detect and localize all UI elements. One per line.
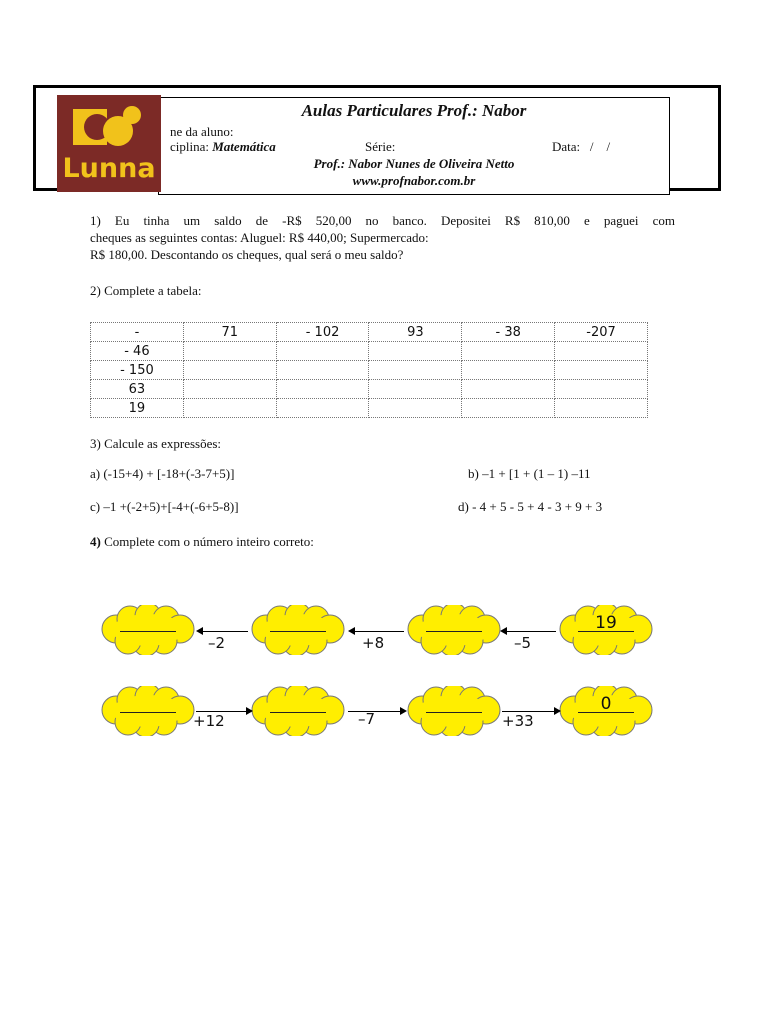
website-text: www.profnabor.com.br <box>352 173 476 188</box>
answer-blank <box>270 631 326 632</box>
table-row <box>91 342 648 361</box>
table-row <box>91 361 648 380</box>
question-4-number: 4) <box>90 534 101 549</box>
question-2-text: 2) Complete a tabela: <box>90 283 202 298</box>
question-1 <box>90 212 675 263</box>
cloud-shape-icon <box>406 686 502 736</box>
operation-label: –2 <box>208 634 226 652</box>
table-cell[interactable] <box>555 342 648 361</box>
table-cell[interactable] <box>369 361 462 380</box>
table-column-header: 71 <box>183 323 276 342</box>
table-cell[interactable] <box>183 399 276 418</box>
operation-label: +8 <box>362 634 385 652</box>
table-cell[interactable] <box>462 380 555 399</box>
table-cell[interactable] <box>462 399 555 418</box>
table-cell[interactable] <box>369 342 462 361</box>
table-cell[interactable] <box>369 380 462 399</box>
answer-blank <box>578 631 634 632</box>
cloud-shape-icon <box>250 686 346 736</box>
cloud-shape-icon <box>250 605 346 655</box>
question-1-line-2: cheques as seguintes contas: Aluguel: R$ 440,00; Supermercado: <box>90 230 429 245</box>
arrowhead-left-icon <box>196 627 203 635</box>
given-value-cloud <box>558 605 654 655</box>
header-title: Aulas Particulares Prof.: Nabor <box>301 101 527 120</box>
table-row <box>91 380 648 399</box>
expression-c: c) –1 +(-2+5)+[-4+(-6+5-8)] <box>90 499 239 514</box>
table-column-header: 93 <box>369 323 462 342</box>
cloud-shape-icon <box>100 686 196 736</box>
table-corner: - <box>91 323 184 342</box>
table-cell[interactable] <box>555 361 648 380</box>
given-value: 0 <box>600 694 612 714</box>
answer-blank <box>426 712 482 713</box>
table-column-header: -207 <box>555 323 648 342</box>
subject-value: Matemática <box>212 139 276 154</box>
question-4-instruction: Complete com o número inteiro correto: <box>100 534 314 549</box>
arrowhead-left-icon <box>500 627 507 635</box>
subject-label <box>170 139 276 155</box>
integers-table <box>90 322 648 418</box>
answer-cloud[interactable] <box>250 686 346 736</box>
operation-label: +12 <box>193 712 225 730</box>
table-row-header: 63 <box>91 380 184 399</box>
answer-cloud[interactable] <box>406 686 502 736</box>
student-name-label: ne da aluno: <box>170 124 234 139</box>
table-column-header: - 102 <box>276 323 369 342</box>
answer-blank <box>426 631 482 632</box>
table-column-header: - 38 <box>462 323 555 342</box>
answer-cloud[interactable] <box>100 605 196 655</box>
cloud-shape-icon <box>100 605 196 655</box>
answer-cloud[interactable] <box>406 605 502 655</box>
table-row-header: - 46 <box>91 342 184 361</box>
table-cell[interactable] <box>462 342 555 361</box>
lunna-logo <box>57 95 161 192</box>
operation-label: –5 <box>514 634 532 652</box>
logo-text: Lunna <box>62 153 156 184</box>
arrowhead-left-icon <box>348 627 355 635</box>
table-cell[interactable] <box>276 399 369 418</box>
answer-blank <box>578 712 634 713</box>
table-cell[interactable] <box>369 399 462 418</box>
table-cell[interactable] <box>183 380 276 399</box>
cloud-shape-icon <box>406 605 502 655</box>
arrow-left <box>504 631 556 632</box>
expression-d: d) - 4 + 5 - 5 + 4 - 3 + 9 + 3 <box>458 499 603 514</box>
expression-b: b) –1 + [1 + (1 – 1) –11 <box>468 466 591 481</box>
given-value-cloud <box>558 686 654 736</box>
table-cell[interactable] <box>555 399 648 418</box>
table-cell[interactable] <box>183 342 276 361</box>
answer-blank <box>120 712 176 713</box>
answer-blank <box>120 631 176 632</box>
question-1-line-1: 1) Eu tinha um saldo de -R$ 520,00 no banco. Depositei R$ 810,00 e paguei com <box>90 213 675 228</box>
arrowhead-right-icon <box>554 707 561 715</box>
subject-label-text: ciplina: <box>170 139 209 154</box>
question-4-text <box>90 533 314 550</box>
professor-name: Prof.: Nabor Nunes de Oliveira Netto <box>313 156 515 171</box>
table-cell[interactable] <box>462 361 555 380</box>
given-value: 19 <box>595 613 617 633</box>
expression-a: a) (-15+4) + [-18+(-3-7+5)] <box>90 466 235 481</box>
answer-cloud[interactable] <box>100 686 196 736</box>
arrowhead-right-icon <box>246 707 253 715</box>
operation-label: +33 <box>502 712 534 730</box>
arrowhead-right-icon <box>400 707 407 715</box>
question-3-text: 3) Calcule as expressões: <box>90 436 222 451</box>
table-cell[interactable] <box>276 342 369 361</box>
answer-cloud[interactable] <box>250 605 346 655</box>
answer-blank <box>270 712 326 713</box>
table-cell[interactable] <box>276 361 369 380</box>
table-header-row <box>91 323 648 342</box>
table-row-header: - 150 <box>91 361 184 380</box>
table-row <box>91 399 648 418</box>
arrow-left <box>200 631 248 632</box>
table-cell[interactable] <box>276 380 369 399</box>
table-cell[interactable] <box>555 380 648 399</box>
question-1-line-3: R$ 180,00. Descontando os cheques, qual será o meu saldo? <box>90 247 404 262</box>
date-label: Data: / / <box>552 139 611 154</box>
operation-label: –7 <box>358 710 376 728</box>
arrow-left <box>352 631 404 632</box>
table-row-header: 19 <box>91 399 184 418</box>
table-cell[interactable] <box>183 361 276 380</box>
grade-label: Série: <box>365 139 396 154</box>
